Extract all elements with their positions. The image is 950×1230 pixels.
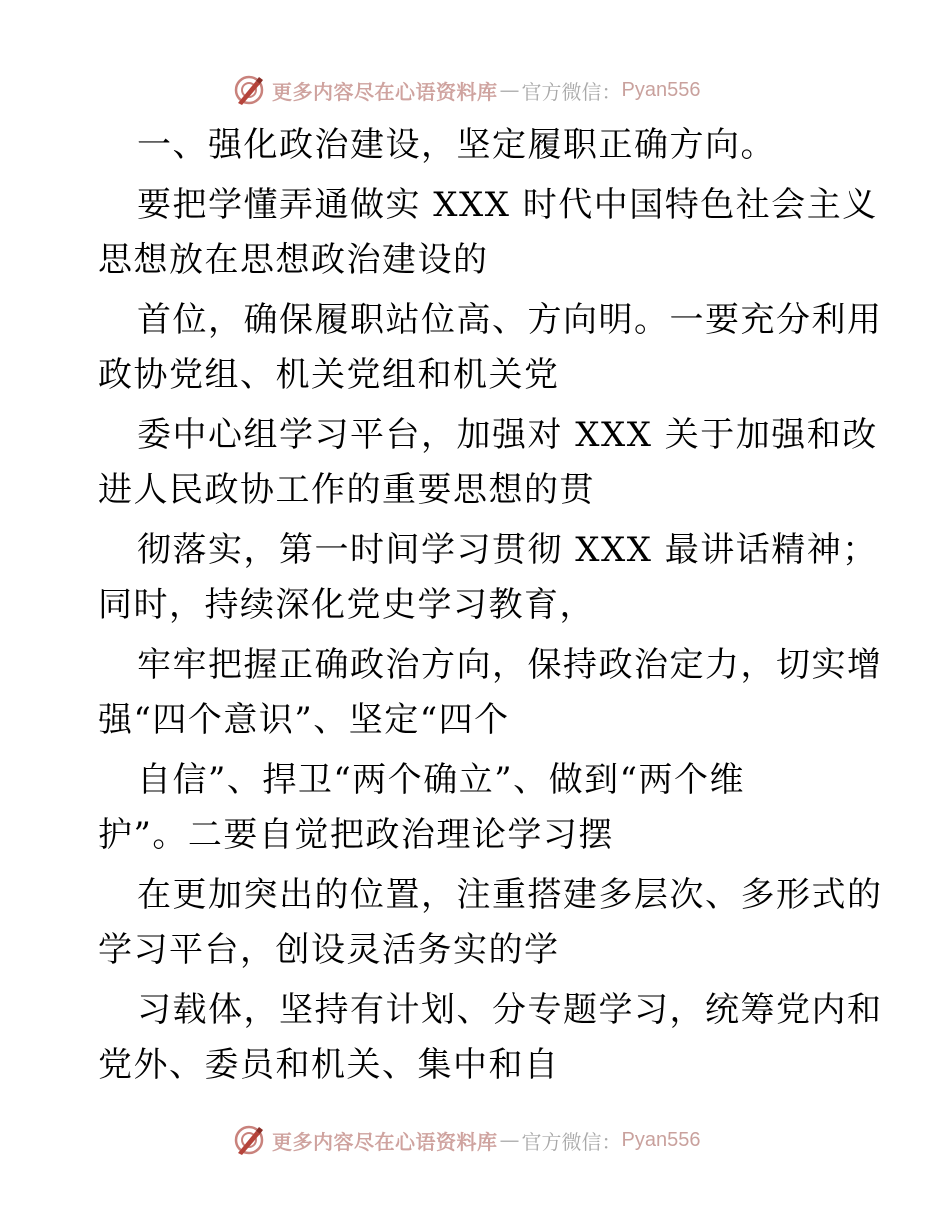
text-line: 进人民政协工作的重要思想的贯 xyxy=(98,470,595,510)
text-line: 思想放在思想政治建设的 xyxy=(98,240,489,280)
text-line: 习载体，坚持有计划、分专题学习，统筹党内和 xyxy=(137,990,883,1030)
text-line: 在更加突出的位置，注重搭建多层次、多形式的 xyxy=(137,875,883,915)
text-line: 政协党组、机关党组和机关党 xyxy=(98,355,560,395)
text-line: 学习平台，创设灵活务实的学 xyxy=(98,930,560,970)
watermark-main-text: 更多内容尽在心语资料库 xyxy=(272,1129,498,1154)
pen-logo-icon xyxy=(232,1123,266,1157)
text-line: 强“四个意识”、坚定“四个 xyxy=(98,700,510,740)
text-line: 彻落实，第一时间学习贯彻 XXX 最讲话精神； xyxy=(137,530,878,570)
watermark-separator: — xyxy=(499,1128,520,1152)
watermark-account: Pyan556 xyxy=(621,1128,701,1151)
watermark-label: 官方微信： xyxy=(521,1129,622,1154)
text-line: 委中心组学习平台，加强对 XXX 关于加强和改 xyxy=(137,415,878,455)
text-line: 牢牢把握正确政治方向，保持政治定力，切实增 xyxy=(137,645,883,685)
text-line: 首位，确保履职站位高、方向明。一要充分利用 xyxy=(137,300,883,340)
watermark-account: Pyan556 xyxy=(621,78,701,101)
watermark-label: 官方微信： xyxy=(521,79,622,104)
text-line-heading: 一、强化政治建设，坚定履职正确方向。 xyxy=(137,125,776,165)
text-line: 要把学懂弄通做实 XXX 时代中国特色社会主义 xyxy=(137,185,878,225)
text-line: 党外、委员和机关、集中和自 xyxy=(98,1045,560,1085)
watermark-main-text: 更多内容尽在心语资料库 xyxy=(272,79,498,104)
text-line: 护”。二要自觉把政治理论学习摆 xyxy=(98,815,614,855)
text-line: 自信”、捍卫“两个确立”、做到“两个维 xyxy=(137,760,746,800)
footer-watermark xyxy=(232,1122,700,1158)
text-line: 同时，持续深化党史学习教育， xyxy=(98,585,595,625)
watermark-separator: — xyxy=(499,78,520,102)
